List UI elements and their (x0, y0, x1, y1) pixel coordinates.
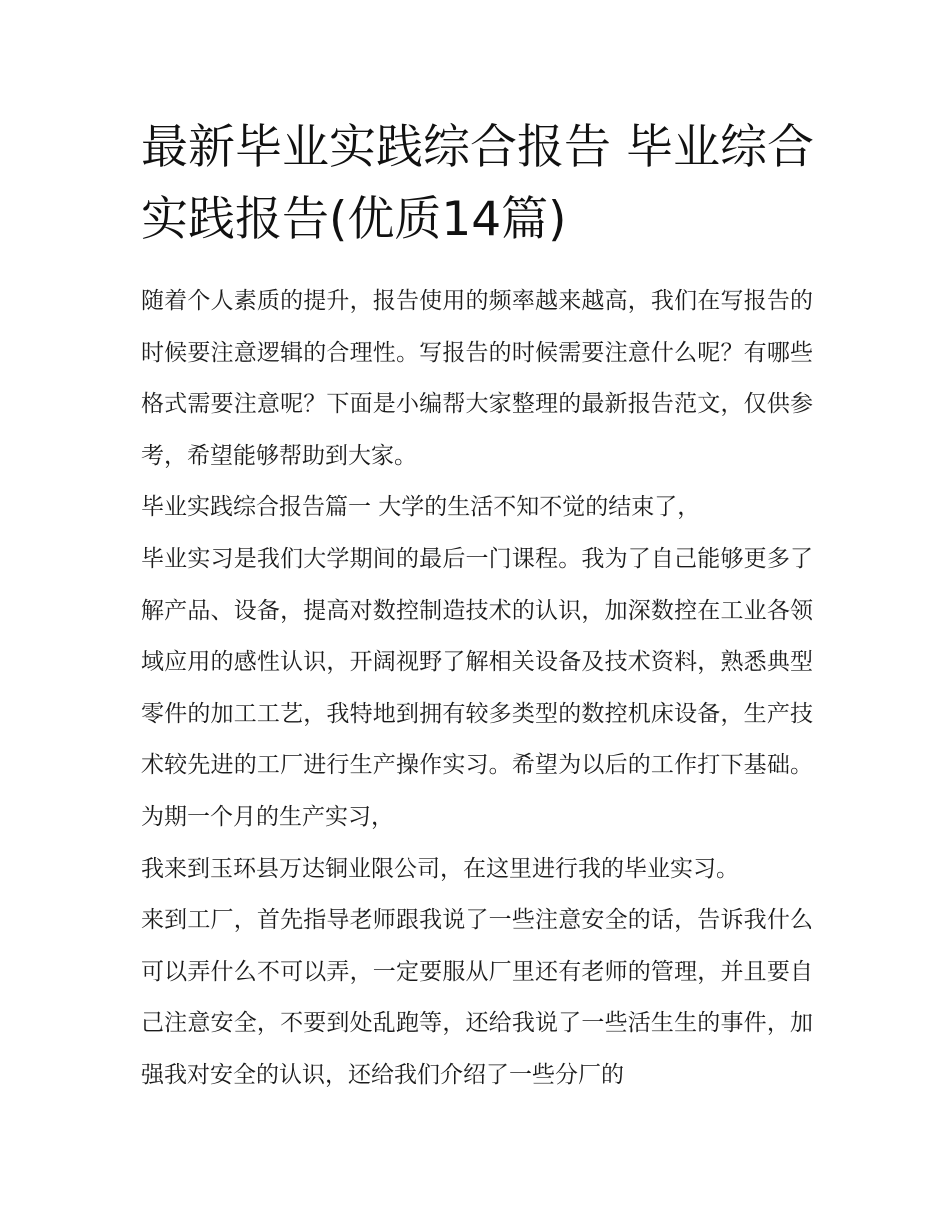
paragraph-intro: 随着个人素质的提升，报告使用的频率越来越高，我们在写报告的时候要注意逻辑的合理性。写报告的时候需要注意什么呢？有哪些格式需要注意呢？下面是小编帮大家整理的最新报告范文，仅供参考，希望能够帮助到大家。 (141, 288, 813, 469)
paragraph-company: 我来到玉环县万达铜业限公司，在这里进行我的毕业实习。 (141, 855, 739, 882)
paragraph-safety: 来到工厂，首先指导老师跟我说了一些注意安全的话，告诉我什么可以弄什么不可以弄，一定要服从厂里还有老师的管理，并且要自己注意安全，不要到处乱跑等，还给我说了一些活生生的事件，加强我对安全的认识，还给我们介绍了一些分厂的 (141, 907, 813, 1088)
paragraph-internship-purpose: 毕业实习是我们大学期间的最后一门课程。我为了自己能够更多了解产品、设备，提高对数控制造技术的认识，加深数控在工业各领域应用的感性认识，开阔视野了解相关设备及技术资料，熟悉典型零件的加工工艺，我特地到拥有较多类型的数控机床设备，生产技术较先进的工厂进行生产操作实习。希望为以后的工作打下基础。为期一个月的生产实习， (141, 545, 813, 830)
paragraph-section-one-heading: 毕业实践综合报告篇一 大学的生活不知不觉的结束了， (141, 494, 701, 521)
document-body (141, 276, 813, 1102)
document-title: 最新毕业实践综合报告 毕业综合实践报告(优质14篇) (141, 120, 814, 247)
